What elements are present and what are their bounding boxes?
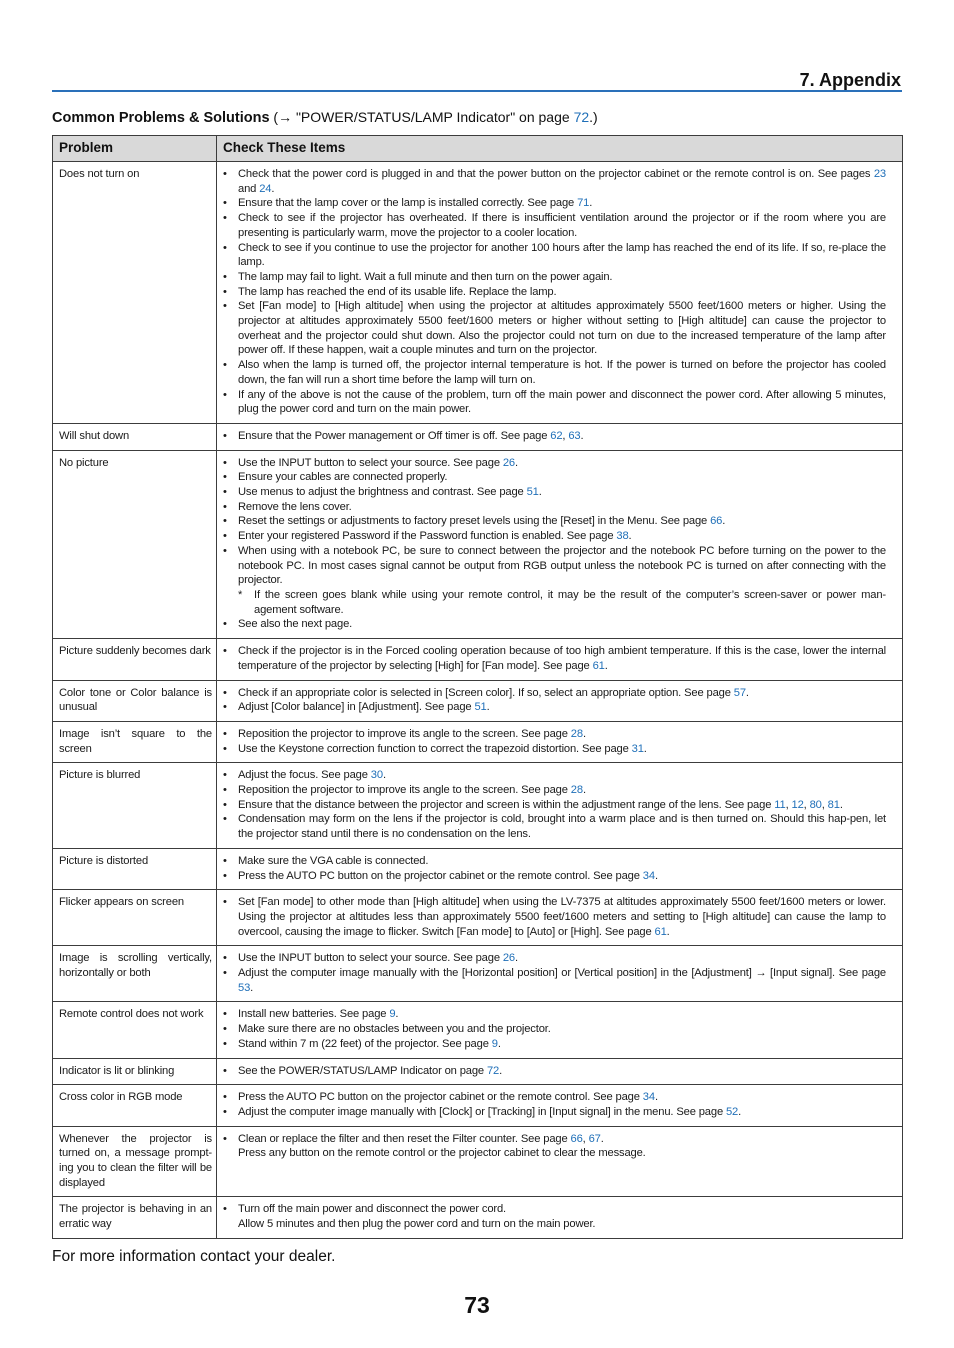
page-link[interactable]: 61 [654,925,667,938]
item-body [238,196,886,211]
item-text: . [486,701,490,714]
bullet-marker: • [223,212,227,225]
table-area [52,135,902,1267]
item-text: Ensure that the distance between the projector and screen is within the adjustment range of the lens. See page [238,798,775,811]
bullet-item [223,470,886,485]
item-text: Adjust the computer image manually with the [Horizontal position] or [Vertical position] in the [Adjustment] → [Input signal]. See page [238,967,886,980]
page-link[interactable]: 11 [774,798,786,811]
item-text: Adjust the computer image manually with [Clock] or [Tracking] in [Input signal] in the menu. See page [238,1105,726,1118]
page-link[interactable]: 71 [577,197,590,210]
bullet-marker: • [223,1105,227,1118]
bullet-item [223,529,886,544]
bullet-marker: • [223,727,227,740]
item-body [238,617,886,632]
table-row [53,1058,903,1085]
bullet-marker: • [223,686,227,699]
bullet-marker: • [223,869,227,882]
item-body [238,783,886,798]
continuation-line [223,1217,886,1232]
bullet-marker: • [223,952,227,965]
bullet-marker: • [223,1203,227,1216]
item-text: . [515,952,518,965]
item-text: Ensure your cables are connected properly. [238,471,448,484]
item-text: Reset the settings or adjustments to factory preset levels using the [Reset] in the Menu. See page [238,515,711,528]
table-row [53,1197,903,1238]
bullet-item [223,783,886,798]
bullet-marker: • [223,241,227,254]
item-text: Install new batteries. See page [238,1008,390,1021]
bullet-item [223,1037,886,1052]
item-text: . [271,182,275,195]
bullet-item [223,869,886,884]
item-body [238,727,886,742]
item-text: Also when the lamp is turned off, the projector internal temperature is hot. If the power is turned on before the projector has cooled down, the fan will run a short time before the lamp will turn on. [238,359,886,386]
table-row [53,763,903,849]
item-body [238,388,886,417]
item-text: Check if an appropriate color is selected in [Screen color]. If so, select an appropriate option. See page [238,686,734,699]
table-head [53,136,903,162]
table-row [53,721,903,762]
check-items-cell [217,763,903,849]
problem-cell: Remote control does not work [53,1002,217,1058]
bullet-marker: • [223,1091,227,1104]
item-text: The lamp has reached the end of its usable life. Replace the lamp. [238,285,557,298]
page-link[interactable]: 30 [370,769,383,782]
table-row [53,423,903,450]
item-text: (→ "POWER/STATUS/LAMP Indicator" on page [269,109,574,125]
item-text: Condensation may form on the lens if the projector is cold, brought into a warm place and is then turned on. Should this hap-pen, let the projector stand until there is no condensation on the lens. [238,813,886,841]
bullet-marker: • [223,742,227,755]
page-link[interactable]: 12 [791,798,804,811]
item-body [238,1037,886,1052]
bullet-marker: • [223,1037,227,1050]
check-items-cell [217,1197,903,1238]
problem-cell: Indicator is lit or blinking [53,1058,217,1085]
bullet-marker: • [223,645,227,658]
page-link[interactable]: 28 [570,727,583,740]
bullet-item [223,285,886,300]
item-body [238,470,886,485]
problems-table-body [53,162,903,1239]
table-row [53,848,903,889]
bullet-marker: • [223,285,227,298]
bullet-marker: • [223,471,227,484]
problem-cell: Whenever the projector is turned on, a message prompt-ing you to clean the filter will be displayed [53,1126,217,1197]
bullet-item [223,429,886,444]
table-row [53,450,903,638]
bullet-item [223,500,886,515]
bullet-marker: • [223,1132,227,1145]
bullet-item [223,456,886,471]
page-link[interactable]: 62 [550,429,563,442]
problem-cell: Flicker appears on screen [53,890,217,946]
item-text: Reposition the projector to improve its angle to the screen. See page [238,784,571,797]
item-text: . [643,742,647,755]
item-body [238,514,886,529]
item-text: Reposition the projector to improve its angle to the screen. See page [238,727,571,740]
bullet-item [223,211,886,240]
bullet-marker: • [223,500,227,513]
item-text: Clean or replace the filter and then reset the Filter counter. See page [238,1132,571,1145]
note-item [223,588,886,617]
bullet-item [223,358,886,387]
table-row [53,1002,903,1058]
item-body [238,1090,886,1105]
table-row [53,639,903,680]
page-link[interactable]: 34 [642,869,655,882]
bullet-marker: • [223,701,227,714]
item-body [238,895,886,939]
item-body [238,241,886,270]
problem-cell: Picture is blurred [53,763,217,849]
page-link[interactable]: 26 [502,952,515,965]
item-body [238,1007,886,1022]
problem-cell: The projector is behaving in an erratic way [53,1197,217,1238]
item-text: . [515,456,518,469]
check-items-cell [217,890,903,946]
item-body [238,854,886,869]
item-body [238,1217,886,1232]
bullet-marker: • [223,486,227,499]
item-body [238,544,886,588]
item-body [238,700,886,715]
problem-column-header: Problem [53,136,217,162]
item-body [238,966,886,995]
item-body [238,529,886,544]
bullet-item [223,299,886,358]
bullet-marker: • [223,813,227,826]
problem-cell: No picture [53,450,217,638]
bullet-item [223,644,886,673]
item-text: Press the AUTO PC button on the projector cabinet or the remote control. See page [238,1091,643,1104]
item-body [238,1105,886,1120]
bullet-item [223,854,886,869]
item-text: Make sure the VGA cable is connected. [238,854,429,867]
check-items-cell [217,1085,903,1126]
bullet-marker: • [223,544,227,557]
page-link[interactable]: 67 [588,1132,601,1145]
item-body [238,686,886,701]
item-text: and [238,182,260,195]
item-text: Use the INPUT button to select your source. See page [238,952,503,965]
problem-cell: Picture suddenly becomes dark [53,639,217,680]
bullet-marker: • [223,300,227,313]
bullet-marker: • [223,769,227,782]
check-items-cell [217,721,903,762]
page-link[interactable]: 66 [570,1132,583,1145]
continuation-line [223,1146,886,1161]
check-items-cell [217,946,903,1002]
bullet-item [223,617,886,632]
page-link[interactable]: 51 [526,486,539,499]
bullet-marker: • [223,854,227,867]
item-body [238,1132,886,1147]
bullet-item [223,1105,886,1120]
item-text: . [582,727,586,740]
item-text: Set [Fan mode] to other mode than [High altitude] when using the LV-7375 at altitudes approximately 5500 feet/1600 meters or lower. Using the projector at altitudes less than approximately 5500 feet/1600 meters and setting to [High altitude] can cause the lamp to overcool, causing the image to flicker. Switch [Fan mode] to [Auto] or [High]. See page [238,896,886,938]
bullet-item [223,1007,886,1022]
item-text: . [395,1008,399,1021]
bullet-marker: • [223,270,227,283]
check-items-cell [217,1002,903,1058]
footer-note: For more information contact your dealer. [52,1247,336,1265]
bullet-item [223,686,886,701]
bullet-marker: • [223,456,227,469]
page-link[interactable]: 61 [592,659,605,672]
item-text: . [628,530,632,543]
item-text: See the POWER/STATUS/LAMP Indicator on page [238,1064,487,1077]
item-text: Adjust [Color balance] in [Adjustment]. See page [238,701,475,714]
item-text: Check to see if you continue to use the projector for another 100 hours after the lamp has reached the end of its life. If so, re-place the lamp. [238,241,886,269]
bullet-item [223,485,886,500]
item-text: Use the Keystone correction function to correct the trapezoid distortion. See page [238,742,632,755]
problem-cell: Will shut down [53,423,217,450]
page-link[interactable]: 81 [827,798,840,811]
bullet-item [223,270,886,285]
item-text: Check to see if the projector has overheated. If there is insufficient ventilation around the projector or if the room where you are presenting is particularly warm, move the projector to a cooler location. [238,212,886,239]
item-body [238,211,886,240]
item-text: Press the AUTO PC button on the projector cabinet or the remote control. See page [238,869,643,882]
item-body [238,1022,886,1037]
subtitle [52,108,598,127]
subtitle-heading: Common Problems & Solutions [52,110,270,126]
item-text: . [738,1105,742,1118]
item-body [238,270,886,285]
page-link[interactable]: 26 [502,456,515,469]
bullet-marker: • [223,896,227,909]
check-items-cell [217,1126,903,1197]
check-items-cell [217,450,903,638]
problem-cell: Picture is distorted [53,848,217,889]
bullet-item [223,1090,886,1105]
item-body [238,768,886,783]
bullet-item [223,544,886,588]
page-link[interactable]: 72 [573,109,590,125]
problem-cell: Does not turn on [53,162,217,424]
item-body [238,358,886,387]
item-text: Remove the lens cover. [238,500,352,513]
item-body [238,1146,886,1161]
bullet-marker: • [223,197,227,210]
item-text: Check that the power cord is plugged in and that the power button on the projector cabinet or the remote control is on. See pages [238,168,874,180]
item-body [238,951,886,966]
bullet-item [223,1064,886,1079]
page-number: 73 [464,1292,490,1318]
item-text: . [745,686,749,699]
page-link[interactable]: 38 [616,530,629,543]
table-row [53,162,903,424]
item-body [238,798,886,813]
item-body [238,1064,886,1079]
table-row [53,946,903,1002]
check-items-cell [217,423,903,450]
bullet-marker: • [223,530,227,543]
table-row [53,890,903,946]
header-rule [52,90,902,92]
item-text: Use the INPUT button to select your source. See page [238,456,503,469]
bullet-item [223,1022,886,1037]
item-body [238,485,886,500]
item-text: , [582,1132,589,1145]
bullet-marker: • [223,429,227,442]
item-text: Set [Fan mode] to [High altitude] when using the projector at altitudes approximately 5500 feet/1600 meters or higher. Using the projector at altitudes approximately 5500 feet/1600 meters or higher without setting to [High altitude] can cause the projector to overheat and the projector could shut down. Also the projector could not turn on due to the increased temperature of the lamp after power off. If these happen, wait a couple minutes and turn on the projector. [238,300,886,357]
page-link[interactable]: 9 [491,1037,498,1050]
item-text: . [580,429,584,442]
item-text: Allow 5 minutes and then plug the power cord and turn on the main power. [238,1218,596,1231]
problems-table [52,135,903,1239]
page-link[interactable]: 31 [631,742,644,755]
item-text: Check if the projector is in the Forced cooling operation because of too high ambient temperature. If this is the case, lower the internal temperature of the projector by selecting [High] for [Fan mode]. See page [238,645,886,672]
item-body [238,869,886,884]
bullet-item [223,196,886,211]
bullet-item [223,966,886,995]
item-text: . [839,798,843,811]
item-body [238,742,886,757]
page-link[interactable]: 51 [474,701,487,714]
item-text: When using with a notebook PC, be sure to connect between the projector and the notebook PC before turning on the power to the notebook PC. In most cases signal cannot be output from RGB output unless the notebook PC is turned on after connecting with the projector. [238,544,886,587]
check-items-column-header: Check These Items [217,136,903,162]
table-row [53,680,903,721]
item-text: . [538,486,542,499]
bullet-item [223,1132,886,1147]
item-text: . [600,1132,604,1145]
item-text: . [604,659,608,672]
item-text: The lamp may fail to light. Wait a full minute and then turn on the power again. [238,270,613,283]
bullet-marker: • [223,1064,227,1077]
item-text: . [382,769,386,782]
item-text: . [722,515,726,528]
item-body [238,456,886,471]
table-row [53,1085,903,1126]
section-title: 7. Appendix [799,70,901,90]
page-link[interactable]: 57 [733,686,746,699]
item-body [238,167,886,196]
problem-cell: Cross color in RGB mode [53,1085,217,1126]
item-text: , [785,798,792,811]
item-text: . [250,981,254,994]
item-text: . [499,1064,503,1077]
page-link[interactable]: 24 [259,182,272,195]
item-text: . [666,925,670,938]
check-items-cell [217,680,903,721]
check-items-cell [217,162,903,424]
subtitle-reference [270,109,598,125]
bullet-item [223,742,886,757]
item-body [254,588,886,617]
item-text: Press any button on the remote control or the projector cabinet to clear the message. [238,1147,646,1160]
table-header-row [53,136,903,162]
page-link[interactable]: 34 [642,1091,655,1104]
page-link[interactable]: 66 [710,515,723,528]
bullet-marker: • [223,618,227,631]
bullet-marker: • [223,388,227,401]
bullet-item [223,700,886,715]
page-link[interactable]: 9 [389,1008,396,1021]
item-text: .) [589,109,598,125]
bullet-item [223,727,886,742]
page-link[interactable]: 53 [238,981,251,994]
page-link[interactable]: 63 [568,429,581,442]
item-text: Use menus to adjust the brightness and contrast. See page [238,486,527,499]
item-body [238,1202,886,1217]
asterisk-marker: * [238,588,243,601]
problem-cell: Image is scrolling vertically, horizontally or both [53,946,217,1002]
item-text: If the screen goes blank while using your remote control, it may be the result of the computer’s screen-saver or power man-agement software. [254,588,886,616]
item-text: , [562,429,569,442]
item-text: . [582,784,586,797]
item-text: Turn off the main power and disconnect the power cord. [238,1203,507,1216]
bullet-marker: • [223,967,227,980]
check-items-cell [217,848,903,889]
bullet-item [223,812,886,841]
item-text: . [589,197,593,210]
item-text: . [497,1037,501,1050]
bullet-item [223,167,886,196]
bullet-marker: • [223,1008,227,1021]
bullet-item [223,388,886,417]
bullet-item [223,798,886,813]
page-link[interactable]: 28 [570,784,583,797]
item-text: Enter your registered Password if the Password function is enabled. See page [238,530,617,543]
item-text: Ensure that the lamp cover or the lamp is installed correctly. See page [238,197,578,210]
bullet-item [223,951,886,966]
bullet-marker: • [223,1023,227,1036]
page-link[interactable]: 72 [486,1064,500,1077]
check-items-cell [217,639,903,680]
bullet-marker: • [223,515,227,528]
item-body [238,812,886,841]
bullet-marker: • [223,359,227,372]
bullet-marker: • [223,168,227,180]
item-text: Ensure that the Power management or Off timer is off. See page [238,429,551,442]
item-text: , [803,798,810,811]
item-body [238,285,886,300]
page-link[interactable]: 80 [809,798,822,811]
item-text: . [654,1091,658,1104]
bullet-marker: • [223,798,227,811]
item-text: , [821,798,828,811]
bullet-marker: • [223,784,227,797]
bullet-item [223,768,886,783]
item-body [238,500,886,515]
problem-cell: Image isn’t square to the screen [53,721,217,762]
page-link[interactable]: 52 [725,1105,739,1118]
item-text: . [654,869,658,882]
item-body [238,299,886,358]
item-text: If any of the above is not the cause of the problem, turn off the main power and disconnect the power cord. After allowing 5 minutes, plug the power cord and turn on the main power. [238,388,886,416]
item-body [238,429,886,444]
bullet-item [223,514,886,529]
page-link[interactable]: 23 [873,168,886,180]
problem-cell: Color tone or Color balance is unusual [53,680,217,721]
bullet-item [223,1202,886,1217]
table-row [53,1126,903,1197]
item-text: Stand within 7 m (22 feet) of the projector. See page [238,1037,492,1050]
bullet-item [223,895,886,939]
item-text: See also the next page. [238,618,353,631]
check-items-cell [217,1058,903,1085]
item-text: Adjust the focus. See page [238,769,371,782]
item-body [238,644,886,673]
item-text: Make sure there are no obstacles between you and the projector. [238,1023,551,1036]
bullet-item [223,241,886,270]
